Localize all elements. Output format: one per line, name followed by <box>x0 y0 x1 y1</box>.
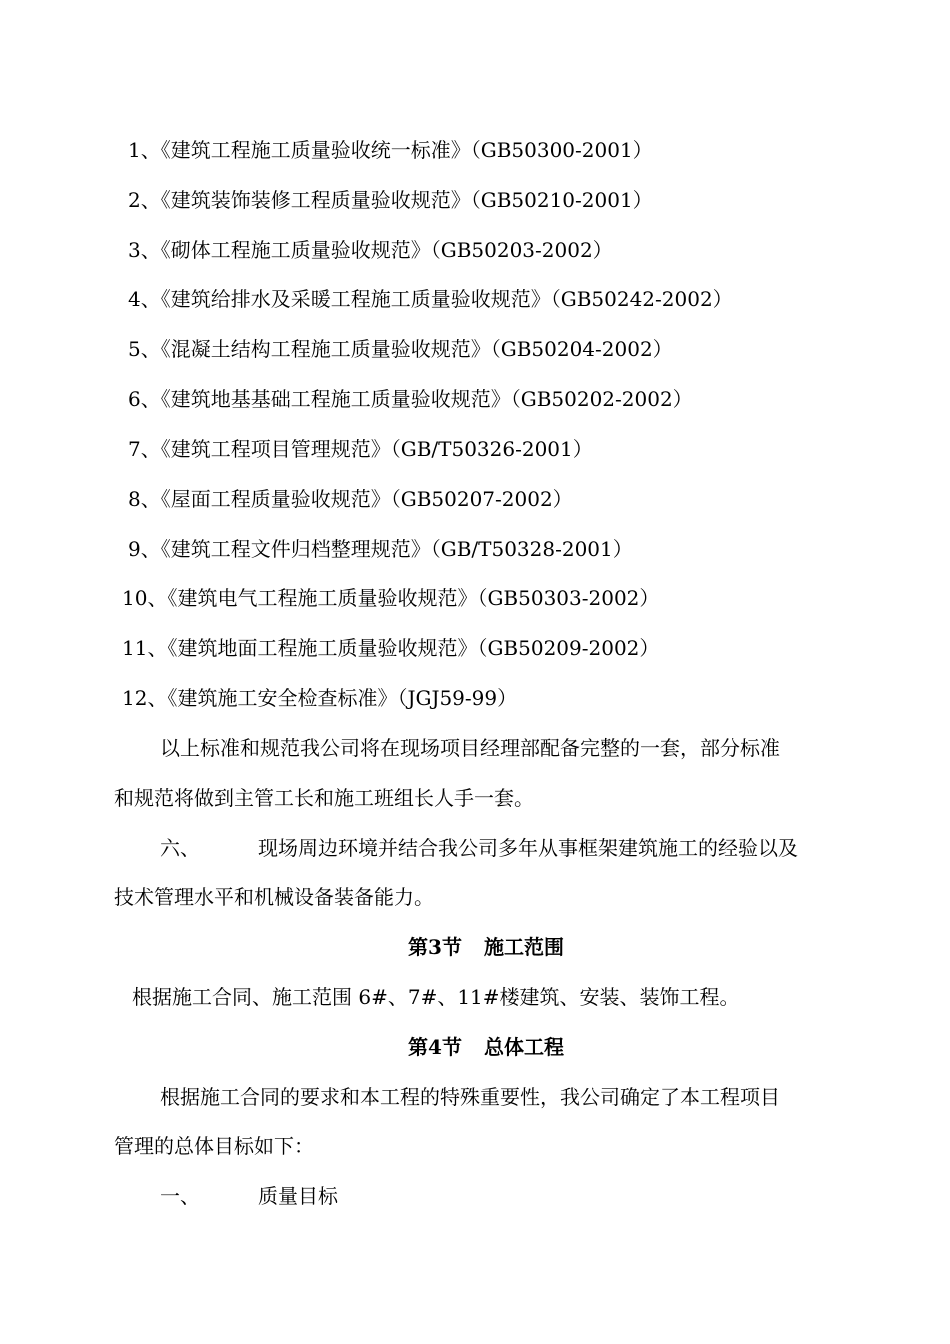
standard-item-8: 8、《屋面工程质量验收规范》（GB50207-2002） <box>128 487 573 511</box>
section-one-number: 一、 <box>160 1184 200 1208</box>
standard-item-12: 12、《建筑施工安全检查标准》（JGJ59-99） <box>122 686 518 710</box>
standard-item-2: 2、《建筑装饰装修工程质量验收规范》（GB50210-2001） <box>128 188 653 212</box>
standard-item-11: 11、《建筑地面工程施工质量验收规范》（GB50209-2002） <box>122 636 660 660</box>
standard-item-1: 1、《建筑工程施工质量验收统一标准》（GB50300-2001） <box>128 138 653 162</box>
section-3-heading <box>0 933 950 961</box>
section-3-number: 第3节 <box>408 935 462 959</box>
standard-item-4: 4、《建筑给排水及采暖工程施工质量验收规范》（GB50242-2002） <box>128 287 733 311</box>
section-4-number: 第4节 <box>408 1035 462 1059</box>
standard-item-3: 3、《砌体工程施工质量验收规范》（GB50203-2002） <box>128 238 613 262</box>
section-six-text: 现场周边环境并结合我公司多年从事框架建筑施工的经验以及 <box>258 836 798 860</box>
section-3-title: 施工范围 <box>483 935 564 959</box>
section-six-line-2: 技术管理水平和机械设备装备能力。 <box>114 885 434 909</box>
standards-note-line-1: 以上标准和规范我公司将在现场项目经理部配备完整的一套，部分标准 <box>160 736 780 760</box>
overall-goal-line-2: 管理的总体目标如下： <box>114 1134 314 1158</box>
section-4-heading <box>0 1033 950 1061</box>
section-six-line-1 <box>160 834 798 862</box>
standard-item-9: 9、《建筑工程文件归档整理规范》（GB/T50328-2001） <box>128 537 633 561</box>
section-one-heading <box>160 1182 338 1210</box>
section-one-title: 质量目标 <box>258 1184 338 1208</box>
standard-item-10: 10、《建筑电气工程施工质量验收规范》（GB50303-2002） <box>122 586 660 610</box>
standard-item-5: 5、《混凝土结构工程施工质量验收规范》（GB50204-2002） <box>128 337 673 361</box>
standard-item-6: 6、《建筑地基基础工程施工质量验收规范》（GB50202-2002） <box>128 387 693 411</box>
section-4-title: 总体工程 <box>483 1035 564 1059</box>
standards-note-line-2: 和规范将做到主管工长和施工班组长人手一套。 <box>114 786 534 810</box>
overall-goal-line-1: 根据施工合同的要求和本工程的特殊重要性，我公司确定了本工程项目 <box>160 1085 780 1109</box>
section-six-number: 六、 <box>160 836 200 860</box>
standard-item-7: 7、《建筑工程项目管理规范》（GB/T50326-2001） <box>128 437 593 461</box>
construction-scope-text: 根据施工合同、施工范围 6#、7#、11#楼建筑、安装、装饰工程。 <box>132 985 740 1009</box>
